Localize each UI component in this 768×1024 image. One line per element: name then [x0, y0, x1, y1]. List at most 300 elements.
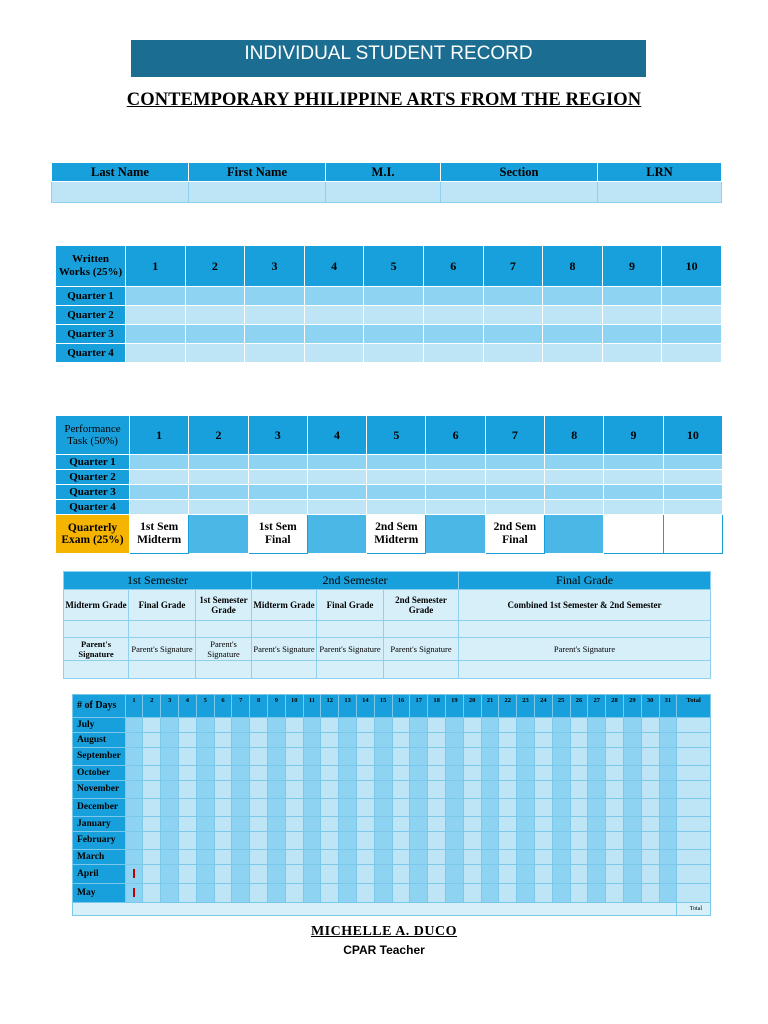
- attendance-cell[interactable]: [517, 884, 535, 903]
- attendance-cell[interactable]: [499, 718, 517, 733]
- attendance-cell[interactable]: [410, 884, 428, 903]
- score-cell[interactable]: [189, 470, 248, 485]
- attendance-cell[interactable]: [125, 733, 143, 748]
- attendance-cell[interactable]: [481, 718, 499, 733]
- attendance-cell[interactable]: [143, 799, 161, 817]
- attendance-cell[interactable]: [339, 817, 357, 832]
- attendance-cell[interactable]: [125, 817, 143, 832]
- attendance-cell[interactable]: [161, 718, 179, 733]
- attendance-cell[interactable]: [232, 748, 250, 766]
- attendance-cell[interactable]: [214, 817, 232, 832]
- attendance-cell[interactable]: [196, 766, 214, 781]
- attendance-cell[interactable]: [534, 799, 552, 817]
- score-cell[interactable]: [367, 470, 426, 485]
- attendance-cell[interactable]: [392, 817, 410, 832]
- attendance-cell[interactable]: [214, 832, 232, 850]
- attendance-cell[interactable]: [517, 865, 535, 884]
- score-cell[interactable]: [543, 344, 603, 363]
- score-cell[interactable]: [130, 455, 189, 470]
- attendance-cell[interactable]: [428, 850, 446, 865]
- attendance-cell[interactable]: [321, 865, 339, 884]
- attendance-cell[interactable]: [641, 718, 659, 733]
- score-cell[interactable]: [485, 485, 544, 500]
- attendance-cell[interactable]: [677, 884, 711, 903]
- attendance-cell[interactable]: [143, 832, 161, 850]
- score-cell[interactable]: [485, 470, 544, 485]
- score-cell[interactable]: [126, 306, 186, 325]
- attendance-cell[interactable]: [179, 817, 197, 832]
- attendance-cell[interactable]: [588, 817, 606, 832]
- attendance-cell[interactable]: [588, 766, 606, 781]
- attendance-cell[interactable]: [125, 865, 143, 884]
- attendance-cell[interactable]: [499, 850, 517, 865]
- attendance-cell[interactable]: [445, 781, 463, 799]
- attendance-cell[interactable]: [356, 799, 374, 817]
- attendance-cell[interactable]: [641, 799, 659, 817]
- attendance-cell[interactable]: [410, 799, 428, 817]
- attendance-cell[interactable]: [570, 850, 588, 865]
- attendance-cell[interactable]: [268, 733, 286, 748]
- score-cell[interactable]: [248, 470, 307, 485]
- attendance-cell[interactable]: [179, 733, 197, 748]
- attendance-cell[interactable]: [268, 799, 286, 817]
- attendance-cell[interactable]: [517, 850, 535, 865]
- attendance-cell[interactable]: [356, 865, 374, 884]
- attendance-cell[interactable]: [677, 832, 711, 850]
- attendance-cell[interactable]: [463, 850, 481, 865]
- attendance-cell[interactable]: [161, 799, 179, 817]
- score-cell[interactable]: [604, 470, 663, 485]
- grade-cell[interactable]: [384, 621, 459, 638]
- score-cell[interactable]: [663, 455, 722, 470]
- attendance-cell[interactable]: [570, 718, 588, 733]
- score-cell[interactable]: [485, 455, 544, 470]
- attendance-cell[interactable]: [285, 766, 303, 781]
- attendance-cell[interactable]: [196, 817, 214, 832]
- attendance-cell[interactable]: [606, 865, 624, 884]
- attendance-cell[interactable]: [321, 817, 339, 832]
- score-cell[interactable]: [189, 455, 248, 470]
- score-cell[interactable]: [663, 485, 722, 500]
- score-cell[interactable]: [126, 287, 186, 306]
- attendance-cell[interactable]: [232, 733, 250, 748]
- attendance-cell[interactable]: [659, 817, 677, 832]
- attendance-cell[interactable]: [179, 832, 197, 850]
- attendance-cell[interactable]: [179, 865, 197, 884]
- score-cell[interactable]: [662, 344, 722, 363]
- attendance-cell[interactable]: [428, 799, 446, 817]
- attendance-cell[interactable]: [552, 817, 570, 832]
- last-name-field[interactable]: [52, 182, 189, 203]
- score-cell[interactable]: [483, 344, 543, 363]
- signature-cell[interactable]: [129, 661, 196, 679]
- attendance-cell[interactable]: [481, 733, 499, 748]
- attendance-cell[interactable]: [570, 884, 588, 903]
- attendance-cell[interactable]: [125, 884, 143, 903]
- attendance-cell[interactable]: [143, 766, 161, 781]
- attendance-cell[interactable]: [641, 781, 659, 799]
- attendance-cell[interactable]: [392, 884, 410, 903]
- attendance-cell[interactable]: [570, 781, 588, 799]
- attendance-cell[interactable]: [659, 884, 677, 903]
- score-cell[interactable]: [304, 344, 364, 363]
- attendance-cell[interactable]: [321, 884, 339, 903]
- attendance-cell[interactable]: [374, 850, 392, 865]
- attendance-cell[interactable]: [659, 733, 677, 748]
- attendance-cell[interactable]: [499, 748, 517, 766]
- attendance-cell[interactable]: [623, 781, 641, 799]
- signature-cell[interactable]: [196, 661, 252, 679]
- attendance-cell[interactable]: [677, 850, 711, 865]
- attendance-cell[interactable]: [125, 832, 143, 850]
- attendance-cell[interactable]: [623, 865, 641, 884]
- score-cell[interactable]: [426, 485, 485, 500]
- attendance-cell[interactable]: [268, 766, 286, 781]
- attendance-cell[interactable]: [321, 850, 339, 865]
- attendance-cell[interactable]: [517, 817, 535, 832]
- attendance-cell[interactable]: [410, 733, 428, 748]
- score-cell[interactable]: [245, 287, 305, 306]
- attendance-cell[interactable]: [606, 817, 624, 832]
- score-cell[interactable]: [130, 500, 189, 515]
- attendance-cell[interactable]: [588, 850, 606, 865]
- score-cell[interactable]: [545, 470, 604, 485]
- attendance-cell[interactable]: [677, 733, 711, 748]
- attendance-cell[interactable]: [641, 817, 659, 832]
- attendance-cell[interactable]: [606, 850, 624, 865]
- attendance-cell[interactable]: [374, 748, 392, 766]
- attendance-cell[interactable]: [552, 850, 570, 865]
- lrn-field[interactable]: [598, 182, 722, 203]
- attendance-cell[interactable]: [285, 884, 303, 903]
- attendance-cell[interactable]: [303, 817, 321, 832]
- score-cell[interactable]: [367, 500, 426, 515]
- attendance-cell[interactable]: [143, 850, 161, 865]
- attendance-cell[interactable]: [339, 884, 357, 903]
- attendance-cell[interactable]: [339, 832, 357, 850]
- grade-cell[interactable]: [64, 621, 129, 638]
- attendance-cell[interactable]: [552, 748, 570, 766]
- attendance-cell[interactable]: [499, 799, 517, 817]
- attendance-cell[interactable]: [410, 832, 428, 850]
- score-cell[interactable]: [185, 306, 245, 325]
- attendance-cell[interactable]: [392, 781, 410, 799]
- attendance-cell[interactable]: [179, 850, 197, 865]
- attendance-cell[interactable]: [250, 766, 268, 781]
- attendance-cell[interactable]: [463, 884, 481, 903]
- attendance-cell[interactable]: [303, 733, 321, 748]
- attendance-cell[interactable]: [285, 718, 303, 733]
- attendance-cell[interactable]: [481, 832, 499, 850]
- attendance-cell[interactable]: [125, 766, 143, 781]
- attendance-cell[interactable]: [606, 884, 624, 903]
- attendance-cell[interactable]: [321, 799, 339, 817]
- attendance-cell[interactable]: [606, 733, 624, 748]
- attendance-cell[interactable]: [125, 799, 143, 817]
- signature-cell[interactable]: [64, 661, 129, 679]
- middle-initial-field[interactable]: [326, 182, 441, 203]
- attendance-cell[interactable]: [534, 832, 552, 850]
- attendance-cell[interactable]: [588, 884, 606, 903]
- attendance-cell[interactable]: [445, 733, 463, 748]
- attendance-cell[interactable]: [321, 748, 339, 766]
- attendance-cell[interactable]: [392, 748, 410, 766]
- score-cell[interactable]: [245, 306, 305, 325]
- score-cell[interactable]: [426, 500, 485, 515]
- attendance-cell[interactable]: [659, 832, 677, 850]
- attendance-cell[interactable]: [374, 766, 392, 781]
- grade-cell[interactable]: [459, 621, 711, 638]
- attendance-cell[interactable]: [659, 748, 677, 766]
- attendance-cell[interactable]: [517, 733, 535, 748]
- grade-cell[interactable]: [129, 621, 196, 638]
- attendance-cell[interactable]: [588, 733, 606, 748]
- score-cell[interactable]: [189, 485, 248, 500]
- attendance-cell[interactable]: [534, 884, 552, 903]
- score-cell[interactable]: [543, 306, 603, 325]
- attendance-cell[interactable]: [303, 850, 321, 865]
- score-cell[interactable]: [245, 325, 305, 344]
- attendance-cell[interactable]: [303, 799, 321, 817]
- attendance-cell[interactable]: [606, 748, 624, 766]
- attendance-cell[interactable]: [356, 781, 374, 799]
- attendance-cell[interactable]: [677, 718, 711, 733]
- attendance-cell[interactable]: [232, 865, 250, 884]
- attendance-cell[interactable]: [268, 832, 286, 850]
- attendance-cell[interactable]: [285, 733, 303, 748]
- attendance-cell[interactable]: [410, 766, 428, 781]
- attendance-cell[interactable]: [125, 748, 143, 766]
- attendance-cell[interactable]: [499, 817, 517, 832]
- attendance-cell[interactable]: [232, 781, 250, 799]
- attendance-cell[interactable]: [445, 884, 463, 903]
- attendance-cell[interactable]: [659, 718, 677, 733]
- score-cell[interactable]: [304, 306, 364, 325]
- attendance-cell[interactable]: [285, 799, 303, 817]
- attendance-cell[interactable]: [143, 781, 161, 799]
- attendance-cell[interactable]: [374, 781, 392, 799]
- score-cell[interactable]: [602, 325, 662, 344]
- attendance-cell[interactable]: [250, 832, 268, 850]
- score-cell[interactable]: [130, 470, 189, 485]
- grade-cell[interactable]: [317, 621, 384, 638]
- attendance-cell[interactable]: [232, 718, 250, 733]
- attendance-cell[interactable]: [339, 718, 357, 733]
- score-cell[interactable]: [545, 485, 604, 500]
- attendance-cell[interactable]: [659, 766, 677, 781]
- attendance-cell[interactable]: [339, 865, 357, 884]
- score-cell[interactable]: [307, 455, 366, 470]
- score-cell[interactable]: [126, 325, 186, 344]
- attendance-cell[interactable]: [161, 850, 179, 865]
- score-cell[interactable]: [364, 325, 424, 344]
- attendance-cell[interactable]: [250, 850, 268, 865]
- attendance-cell[interactable]: [356, 884, 374, 903]
- attendance-cell[interactable]: [606, 799, 624, 817]
- attendance-cell[interactable]: [268, 884, 286, 903]
- score-cell[interactable]: [423, 325, 483, 344]
- score-cell[interactable]: [426, 470, 485, 485]
- attendance-cell[interactable]: [125, 781, 143, 799]
- attendance-cell[interactable]: [481, 850, 499, 865]
- attendance-cell[interactable]: [463, 733, 481, 748]
- attendance-cell[interactable]: [623, 799, 641, 817]
- score-cell[interactable]: [604, 455, 663, 470]
- attendance-cell[interactable]: [641, 733, 659, 748]
- attendance-cell[interactable]: [392, 865, 410, 884]
- attendance-cell[interactable]: [303, 781, 321, 799]
- attendance-cell[interactable]: [588, 865, 606, 884]
- attendance-cell[interactable]: [570, 766, 588, 781]
- attendance-cell[interactable]: [321, 733, 339, 748]
- attendance-cell[interactable]: [552, 799, 570, 817]
- attendance-cell[interactable]: [374, 799, 392, 817]
- score-cell[interactable]: [485, 500, 544, 515]
- score-cell[interactable]: [245, 344, 305, 363]
- attendance-cell[interactable]: [321, 718, 339, 733]
- score-cell[interactable]: [248, 500, 307, 515]
- score-cell[interactable]: [307, 485, 366, 500]
- attendance-cell[interactable]: [534, 718, 552, 733]
- attendance-cell[interactable]: [143, 865, 161, 884]
- attendance-cell[interactable]: [659, 799, 677, 817]
- score-cell[interactable]: [307, 470, 366, 485]
- attendance-cell[interactable]: [517, 718, 535, 733]
- score-cell[interactable]: [126, 344, 186, 363]
- attendance-cell[interactable]: [428, 817, 446, 832]
- exam-blank-cell[interactable]: [604, 515, 663, 554]
- attendance-cell[interactable]: [552, 718, 570, 733]
- attendance-cell[interactable]: [588, 781, 606, 799]
- attendance-cell[interactable]: [659, 865, 677, 884]
- exam-score-cell[interactable]: [426, 515, 485, 554]
- attendance-cell[interactable]: [677, 748, 711, 766]
- attendance-cell[interactable]: [143, 718, 161, 733]
- attendance-cell[interactable]: [445, 832, 463, 850]
- attendance-cell[interactable]: [428, 865, 446, 884]
- attendance-cell[interactable]: [445, 766, 463, 781]
- attendance-cell[interactable]: [534, 733, 552, 748]
- score-cell[interactable]: [545, 455, 604, 470]
- attendance-cell[interactable]: [410, 748, 428, 766]
- attendance-cell[interactable]: [392, 832, 410, 850]
- score-cell[interactable]: [185, 325, 245, 344]
- attendance-cell[interactable]: [410, 850, 428, 865]
- attendance-cell[interactable]: [339, 850, 357, 865]
- attendance-cell[interactable]: [179, 766, 197, 781]
- attendance-cell[interactable]: [570, 733, 588, 748]
- attendance-cell[interactable]: [641, 766, 659, 781]
- signature-cell[interactable]: [459, 661, 711, 679]
- first-name-field[interactable]: [189, 182, 326, 203]
- score-cell[interactable]: [423, 306, 483, 325]
- score-cell[interactable]: [662, 306, 722, 325]
- attendance-cell[interactable]: [214, 799, 232, 817]
- attendance-cell[interactable]: [552, 766, 570, 781]
- attendance-cell[interactable]: [214, 781, 232, 799]
- score-cell[interactable]: [483, 287, 543, 306]
- attendance-cell[interactable]: [623, 733, 641, 748]
- attendance-cell[interactable]: [588, 832, 606, 850]
- section-field[interactable]: [441, 182, 598, 203]
- attendance-cell[interactable]: [588, 718, 606, 733]
- attendance-cell[interactable]: [232, 884, 250, 903]
- attendance-cell[interactable]: [552, 733, 570, 748]
- attendance-cell[interactable]: [303, 865, 321, 884]
- attendance-cell[interactable]: [463, 865, 481, 884]
- attendance-cell[interactable]: [641, 865, 659, 884]
- attendance-cell[interactable]: [463, 718, 481, 733]
- attendance-cell[interactable]: [534, 781, 552, 799]
- attendance-cell[interactable]: [285, 781, 303, 799]
- attendance-cell[interactable]: [161, 766, 179, 781]
- attendance-cell[interactable]: [623, 748, 641, 766]
- attendance-cell[interactable]: [268, 817, 286, 832]
- attendance-cell[interactable]: [481, 817, 499, 832]
- attendance-cell[interactable]: [374, 832, 392, 850]
- attendance-cell[interactable]: [410, 865, 428, 884]
- attendance-cell[interactable]: [214, 718, 232, 733]
- attendance-cell[interactable]: [250, 799, 268, 817]
- attendance-cell[interactable]: [481, 865, 499, 884]
- attendance-cell[interactable]: [214, 884, 232, 903]
- attendance-cell[interactable]: [570, 832, 588, 850]
- attendance-cell[interactable]: [606, 718, 624, 733]
- attendance-cell[interactable]: [303, 718, 321, 733]
- attendance-cell[interactable]: [445, 799, 463, 817]
- attendance-cell[interactable]: [428, 884, 446, 903]
- attendance-cell[interactable]: [463, 799, 481, 817]
- attendance-cell[interactable]: [517, 766, 535, 781]
- attendance-cell[interactable]: [428, 718, 446, 733]
- attendance-cell[interactable]: [125, 718, 143, 733]
- attendance-cell[interactable]: [428, 766, 446, 781]
- attendance-cell[interactable]: [356, 748, 374, 766]
- attendance-cell[interactable]: [606, 832, 624, 850]
- attendance-cell[interactable]: [659, 781, 677, 799]
- attendance-cell[interactable]: [250, 817, 268, 832]
- attendance-cell[interactable]: [356, 733, 374, 748]
- attendance-cell[interactable]: [641, 850, 659, 865]
- exam-blank-cell[interactable]: [663, 515, 722, 554]
- attendance-cell[interactable]: [196, 718, 214, 733]
- score-cell[interactable]: [543, 325, 603, 344]
- attendance-cell[interactable]: [232, 832, 250, 850]
- attendance-cell[interactable]: [161, 733, 179, 748]
- attendance-cell[interactable]: [552, 832, 570, 850]
- attendance-cell[interactable]: [250, 781, 268, 799]
- exam-score-cell[interactable]: [307, 515, 366, 554]
- score-cell[interactable]: [364, 344, 424, 363]
- attendance-cell[interactable]: [303, 884, 321, 903]
- attendance-cell[interactable]: [570, 817, 588, 832]
- attendance-cell[interactable]: [428, 733, 446, 748]
- attendance-cell[interactable]: [161, 865, 179, 884]
- score-cell[interactable]: [426, 455, 485, 470]
- attendance-cell[interactable]: [499, 884, 517, 903]
- score-cell[interactable]: [545, 500, 604, 515]
- score-cell[interactable]: [604, 500, 663, 515]
- attendance-cell[interactable]: [410, 718, 428, 733]
- signature-cell[interactable]: [252, 661, 317, 679]
- attendance-cell[interactable]: [161, 817, 179, 832]
- attendance-cell[interactable]: [232, 817, 250, 832]
- attendance-cell[interactable]: [179, 748, 197, 766]
- attendance-cell[interactable]: [356, 817, 374, 832]
- signature-cell[interactable]: [317, 661, 384, 679]
- attendance-cell[interactable]: [356, 766, 374, 781]
- attendance-cell[interactable]: [250, 865, 268, 884]
